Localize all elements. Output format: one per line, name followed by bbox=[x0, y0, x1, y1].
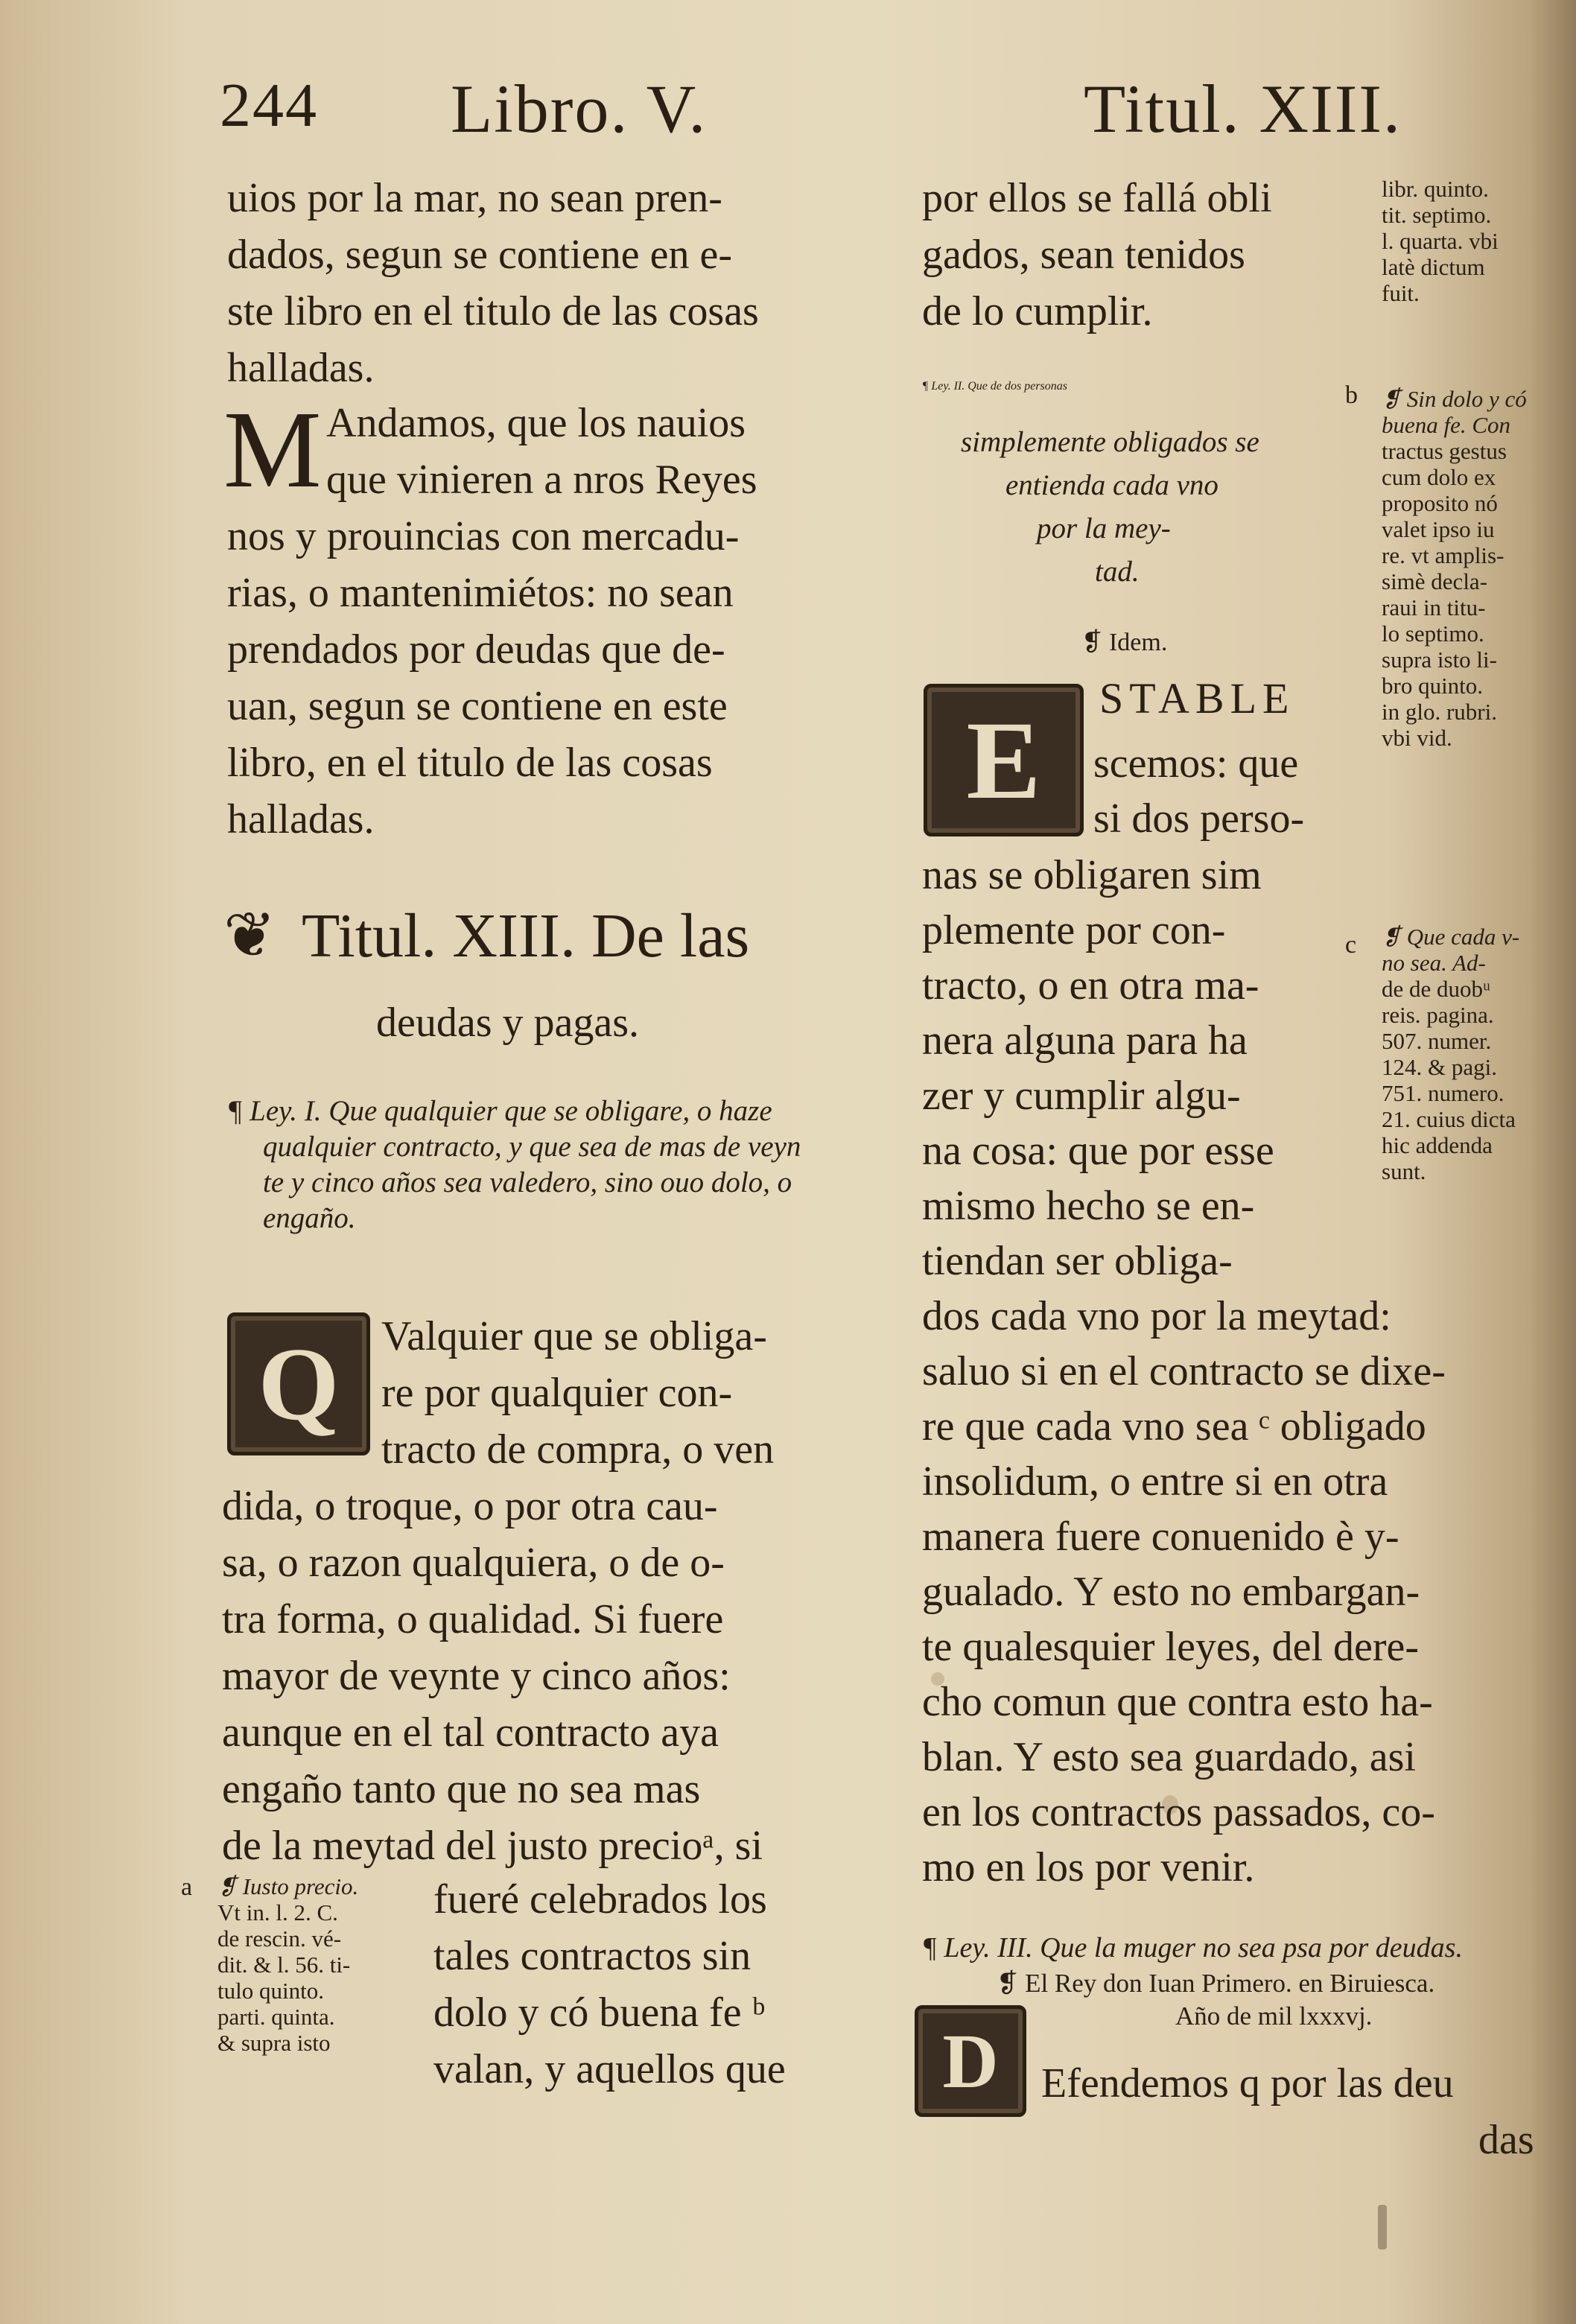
mandamos-body bbox=[227, 508, 739, 848]
page-number: 244 bbox=[220, 71, 318, 140]
text-line: libro, en el titulo de las cosas bbox=[227, 740, 713, 786]
running-head-book: Libro. V. bbox=[451, 71, 708, 147]
ley2-summary-line-2: simplemente obligados se bbox=[961, 426, 1259, 458]
text-line: dos cada vno por la meytad: bbox=[922, 1293, 1391, 1339]
note-line: ❡ Iusto precio. bbox=[217, 1873, 359, 1899]
summary-line: ¶ Ley. I. Que qualquier que se obligare, o haze bbox=[227, 1095, 772, 1127]
mandamos-head bbox=[326, 395, 757, 508]
ley2-first-word: STABLE bbox=[1099, 674, 1295, 723]
text-line: rias, o mantenimiétos: no sean bbox=[227, 570, 734, 616]
text-line: uan, segun se contiene en este bbox=[227, 683, 728, 729]
note-marker-b: b bbox=[1345, 381, 1358, 409]
summary-line: te y cinco años sea valedero, sino ouo dolo, o bbox=[263, 1166, 792, 1198]
initial-m: M bbox=[223, 389, 322, 511]
stain bbox=[1378, 2205, 1387, 2250]
note-line: & supra isto bbox=[217, 2030, 331, 2056]
ley2-summary-line-1: ¶ Ley. II. Que de dos personas bbox=[922, 380, 1068, 393]
ley2-summary-line-5: tad. bbox=[1095, 556, 1140, 588]
text-line: te qualesquier leyes, del dere- bbox=[922, 1624, 1420, 1670]
text-line: de lo cumplir. bbox=[922, 288, 1153, 334]
note-line: in glo. rubri. bbox=[1382, 699, 1497, 725]
text-line: nas se obligaren sim bbox=[922, 852, 1262, 898]
idem-label: ❡ Idem. bbox=[1081, 629, 1168, 656]
note-line: parti. quinta. bbox=[217, 2004, 335, 2030]
note-line: reis. pagina. bbox=[1382, 1002, 1494, 1028]
note-line: cum dolo ex bbox=[1382, 464, 1496, 490]
note-line: 124. & pagi. bbox=[1382, 1054, 1497, 1080]
note-line: bro quinto. bbox=[1382, 673, 1484, 699]
ley1-summary bbox=[227, 1093, 801, 1236]
text-line: sa, o razon qualquiera, o de o- bbox=[222, 1540, 725, 1586]
text-line: na cosa: que por esse bbox=[922, 1128, 1274, 1174]
note-line: lo septimo. bbox=[1382, 620, 1484, 647]
note-line: valet ipso iu bbox=[1382, 516, 1495, 542]
note-line: re. vt amplis- bbox=[1382, 542, 1504, 568]
text-line: dida, o troque, o por otra cau- bbox=[222, 1483, 718, 1529]
note-line: 751. numero. bbox=[1382, 1080, 1504, 1106]
text-line: zer y cumplir algu- bbox=[922, 1073, 1241, 1119]
ley1-body bbox=[222, 1478, 763, 1874]
text-line: de la meytad del justo precioᵃ, si bbox=[222, 1823, 763, 1869]
text-line: plemente por con- bbox=[922, 907, 1226, 953]
text-line: insolidum, o entre si en otra bbox=[922, 1458, 1388, 1505]
text-line: tracto de compra, o ven bbox=[381, 1426, 775, 1473]
note-line: fuit. bbox=[1382, 280, 1420, 306]
fleuron-icon: ❦ bbox=[223, 901, 276, 971]
text-line: saluo si en el contracto se dixe- bbox=[922, 1348, 1446, 1394]
note-line: simè decla- bbox=[1382, 568, 1488, 594]
ley3-source: ❡ El Rey don Iuan Primero. en Biruiesca. bbox=[997, 1969, 1435, 1998]
text-line: blan. Y esto sea guardado, asi bbox=[922, 1734, 1416, 1780]
text-line: scemos: que bbox=[1093, 740, 1299, 787]
note-line: proposito nó bbox=[1382, 490, 1498, 516]
section-title: Titul. XIII. De las bbox=[302, 901, 750, 971]
text-line: mismo hecho se en- bbox=[922, 1183, 1255, 1229]
text-line: re por qualquier con- bbox=[381, 1370, 733, 1416]
text-line: Andamos, que los nauios bbox=[326, 400, 746, 446]
text-line: engaño tanto que no sea mas bbox=[222, 1766, 701, 1812]
ley3-year: Año de mil lxxxvj. bbox=[1175, 2001, 1373, 2031]
ley2-summary-line-3: entienda cada vno bbox=[1005, 469, 1218, 501]
note-line: ❡ Que cada v- bbox=[1382, 924, 1520, 950]
note-line: tit. septimo. bbox=[1382, 202, 1492, 228]
summary-line: qualquier contracto, y que sea de mas de veyn bbox=[263, 1131, 801, 1163]
note-line: ❡ Sin dolo y có bbox=[1382, 386, 1527, 412]
note-line: Vt in. l. 2. C. bbox=[217, 1899, 338, 1925]
text-line: por ellos se fallá obli bbox=[922, 175, 1272, 221]
text-line: nos y prouincias con mercadu- bbox=[227, 513, 740, 559]
text-line: dados, segun se contiene en e- bbox=[227, 232, 732, 278]
note-line: buena fe. Con bbox=[1382, 412, 1511, 438]
note-line: supra isto li- bbox=[1382, 647, 1497, 673]
ley1-head bbox=[381, 1308, 774, 1478]
note-line: dit. & l. 56. ti- bbox=[217, 1952, 351, 1978]
note-line: 21. cuius dicta bbox=[1382, 1106, 1516, 1132]
text-line: uios por la mar, no sean pren- bbox=[227, 175, 722, 221]
text-line: halladas. bbox=[227, 345, 375, 391]
text-line: gados, sean tenidos bbox=[922, 232, 1245, 278]
note-line: de rescin. vé- bbox=[217, 1925, 342, 1952]
text-line: halladas. bbox=[227, 796, 375, 842]
note-a bbox=[217, 1873, 358, 2056]
text-line: manera fuere conuenido è y- bbox=[922, 1514, 1399, 1560]
section-subtitle: deudas y pagas. bbox=[376, 1000, 640, 1046]
text-line: tiendan ser obliga- bbox=[922, 1238, 1233, 1284]
note-line: tractus gestus bbox=[1382, 438, 1507, 464]
note-line: hic addenda bbox=[1382, 1132, 1493, 1158]
note-line: latè dictum bbox=[1382, 254, 1485, 280]
text-line: tales contractos sin bbox=[433, 1933, 752, 1979]
note-line: 507. numer. bbox=[1382, 1028, 1492, 1054]
text-line: tracto, o en otra ma- bbox=[922, 962, 1259, 1009]
running-head-title: Titul. XIII. bbox=[1084, 71, 1402, 147]
initial-q: Q bbox=[227, 1312, 370, 1455]
ley2-head bbox=[1093, 736, 1304, 846]
note-line: l. quarta. vbi bbox=[1382, 228, 1499, 254]
right-continuation bbox=[922, 170, 1272, 340]
ley2-summary-line-4: por la mey- bbox=[1037, 512, 1171, 545]
note-line: de de duobᵘ bbox=[1382, 976, 1491, 1002]
text-line: si dos perso- bbox=[1093, 796, 1305, 842]
text-line: mayor de veynte y cinco años: bbox=[222, 1653, 731, 1699]
note-marker-c: c bbox=[1345, 931, 1357, 959]
margin-note-b bbox=[1382, 386, 1527, 751]
text-line: en los contractos passados, co- bbox=[922, 1789, 1435, 1835]
initial-e: E bbox=[924, 684, 1084, 836]
text-line: aunque en el tal contracto aya bbox=[222, 1709, 719, 1756]
text-line: mo en los por venir. bbox=[922, 1844, 1255, 1890]
summary-line: engaño. bbox=[263, 1202, 356, 1234]
text-line: que vinieren a nros Reyes bbox=[326, 457, 757, 503]
note-marker-a: a bbox=[181, 1873, 193, 1901]
text-line: prendados por deudas que de- bbox=[227, 626, 725, 673]
ley2-body-short bbox=[922, 848, 1274, 1289]
text-line: tra forma, o qualidad. Si fuere bbox=[222, 1596, 724, 1642]
left-continuation bbox=[227, 170, 868, 396]
initial-d: D bbox=[915, 2005, 1026, 2117]
text-line: cho comun que contra esto ha- bbox=[922, 1679, 1433, 1725]
text-line: gualado. Y esto no embargan- bbox=[922, 1569, 1420, 1615]
margin-note-top bbox=[1382, 176, 1499, 306]
note-line: sunt. bbox=[1382, 1158, 1426, 1184]
text-line: fueré celebrados los bbox=[433, 1876, 767, 1923]
note-line: tulo quinto. bbox=[217, 1978, 324, 2004]
note-line: vbi vid. bbox=[1382, 725, 1452, 751]
margin-note-c bbox=[1382, 924, 1519, 1184]
ley2-body-full bbox=[922, 1289, 1446, 1895]
note-line: no sea. Ad- bbox=[1382, 950, 1486, 976]
text-line: valan, y aquellos que bbox=[433, 2046, 786, 2092]
ley3-line: Efendemos q por las deu bbox=[1041, 2060, 1454, 2106]
ley3-summary: ¶ Ley. III. Que la muger no sea psa por deudas. bbox=[922, 1932, 1463, 1963]
text-line: dolo y có buena fe ᵇ bbox=[433, 1990, 765, 2036]
text-line: Valquier que se obliga- bbox=[381, 1313, 767, 1359]
note-line: libr. quinto. bbox=[1382, 176, 1489, 202]
note-line: raui in titu- bbox=[1382, 594, 1486, 620]
text-line: ste libro en el titulo de las cosas bbox=[227, 288, 759, 334]
catchword: das bbox=[1478, 2117, 1534, 2163]
ley1-tail bbox=[433, 1871, 786, 2098]
text-line: nera alguna para ha bbox=[922, 1017, 1248, 1064]
text-line: re que cada vno sea ᶜ obligado bbox=[922, 1403, 1426, 1450]
